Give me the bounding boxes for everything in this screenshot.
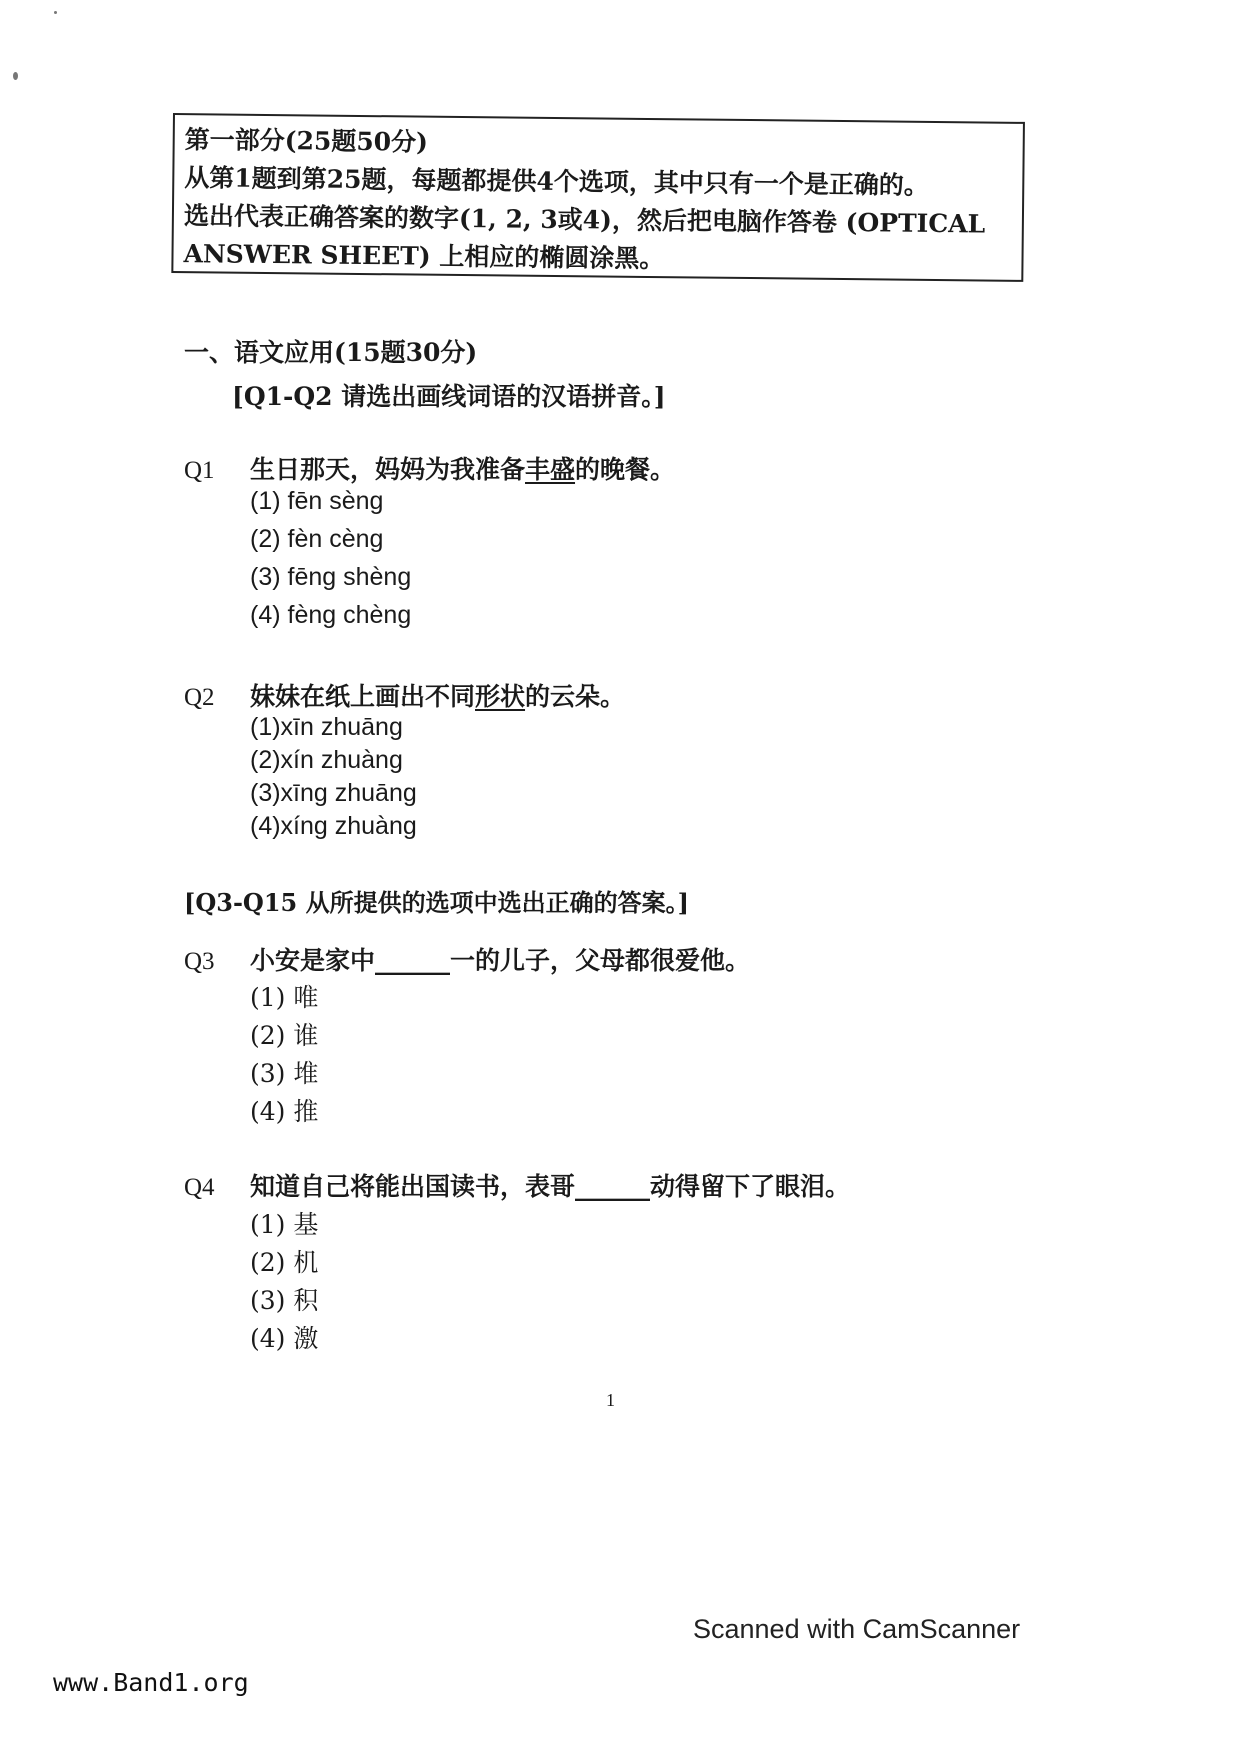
instructions-line-2: 选出代表正确答案的数字(1, 2, 3或4)，然后把电脑作答卷 (OPTICAL [183,201,986,239]
q4-options [250,1205,318,1357]
question-text [250,946,750,975]
option-2[interactable]: (2)xín zhuàng [250,746,403,774]
question-text-after: 的云朵。 [525,682,626,711]
question-number: Q3 [184,948,215,975]
option-2[interactable]: (2) 谁 [250,1021,319,1050]
scanner-watermark: Scanned with CamScanner [693,1614,1021,1644]
question-text-before: 妹妹在纸上画出不同 [250,682,476,711]
question-text [250,682,625,711]
option-4[interactable]: (4)xíng zhuàng [250,812,417,840]
option-3[interactable]: (3) fēng shèng [250,563,412,591]
answer-blank: ______ [575,1172,651,1201]
question-text [250,1172,850,1201]
instructions-line-1: 从第1题到第25题，每题都提供4个选项，其中只有一个是正确的。 [184,163,930,200]
q3-options [250,978,318,1130]
question-q2 [184,677,625,713]
section-heading: 一、语文应用(15题30分) [184,338,478,367]
underlined-word: 丰盛 [525,455,576,484]
option-3[interactable]: (3) 积 [250,1286,319,1315]
question-text-before: 知道自己将能出国读书，表哥 [250,1172,576,1201]
option-4[interactable]: (4) 激 [250,1324,319,1353]
page-number: 1 [606,1390,615,1410]
question-text-after: 一的儿子，父母都很爱他。 [450,946,751,975]
instructions-line-3: ANSWER SHEET) 上相应的椭圆涂黑。 [183,239,665,274]
question-q4 [184,1167,850,1203]
instruction-q1-q2: [Q1-Q2 请选出画线词语的汉语拼音。] [232,382,666,411]
q1-options [250,487,411,639]
q2-options [250,713,417,845]
question-number: Q4 [184,1174,215,1201]
instructions-box [171,113,1025,282]
scan-speck [54,11,57,14]
question-text-after: 的晚餐。 [575,455,676,484]
option-3[interactable]: (3) 堆 [250,1059,319,1088]
question-text-after: 动得留下了眼泪。 [650,1172,851,1201]
option-4[interactable]: (4) fèng chèng [250,601,412,629]
question-text-before: 生日那天，妈妈为我准备 [250,455,526,484]
question-number: Q1 [184,457,215,484]
option-1[interactable]: (1) 基 [250,1210,319,1239]
instruction-q3-q15: [Q3-Q15 从所提供的选项中选出正确的答案。] [184,888,689,917]
instructions-title: 第一部分(25题50分) [184,125,429,157]
option-1[interactable]: (1)xīn zhuāng [250,713,403,741]
scan-speck [13,72,18,80]
question-text-before: 小安是家中 [250,946,376,975]
website-link[interactable]: www.Band1.org [53,1668,249,1697]
question-q1 [184,450,675,486]
question-q3 [184,941,750,977]
option-1[interactable]: (1) fēn sèng [250,487,384,515]
option-1[interactable]: (1) 唯 [250,983,319,1012]
option-4[interactable]: (4) 推 [250,1097,319,1126]
question-number: Q2 [184,684,215,711]
underlined-word: 形状 [475,682,526,711]
option-2[interactable]: (2) fèn cèng [250,525,384,553]
question-text [250,455,675,484]
option-3[interactable]: (3)xīng zhuāng [250,779,417,807]
option-2[interactable]: (2) 机 [250,1248,319,1277]
answer-blank: ______ [375,946,451,975]
